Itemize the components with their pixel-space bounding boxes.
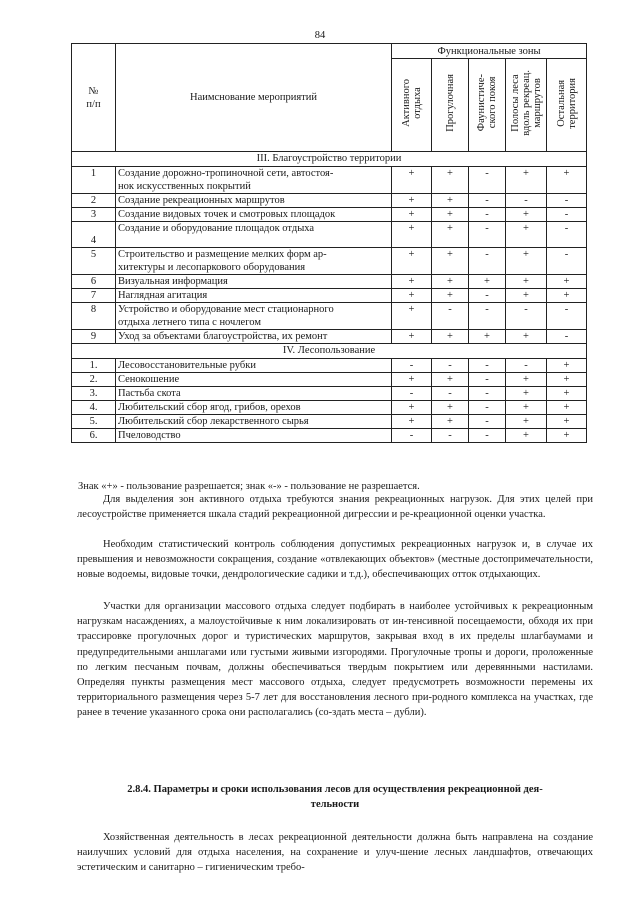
table-row: [72, 194, 587, 208]
zone-mark: -: [469, 303, 506, 330]
zone-mark: +: [392, 208, 432, 222]
paragraph: Участки для организации массового отдыха следует подбирать в наиболее устойчивых к рекреационным нагрузкам насаждениях, а малоустойчивые к ним локализировать от ин-тенсивной посещаемости, обходя их при трассировке прогулочных дорог и туристических маршрутов, закрывая вход в их пределы шлагбаумами и предупредительными аншлагами или густыми живыми изгородями. Прогулочные тропы и дороги, проложенные по легким песчаным почвам, должны обеспечиваться твердым покрытием или деревянными настилами. Определяя пункты размещения мест массового отдыха, следует предусмотреть возможности перемены их территориального размещения через 5-7 лет для восстановления лесного при-родного комплекса на участках, где ранее в течение указанного срока они располагались (со-здать места – дубли).: [77, 601, 593, 719]
header-zone-label: Фаунистиче- ского покоя: [476, 74, 498, 132]
row-number: 6: [72, 275, 116, 289]
zone-mark: +: [392, 248, 432, 275]
zone-mark: -: [469, 387, 506, 401]
header-name: Наимснование мероприятий: [116, 44, 392, 152]
section-row: [72, 344, 587, 359]
zone-mark: -: [392, 429, 432, 443]
zone-mark: +: [547, 415, 587, 429]
row-measure-name: Создание видовых точек и смотровых площадок: [116, 208, 392, 222]
zone-mark: -: [506, 359, 547, 373]
row-measure-name: Визуальная информация: [116, 275, 392, 289]
header-zone-active: [392, 59, 432, 152]
zone-mark: +: [506, 330, 547, 344]
zone-mark: +: [506, 275, 547, 289]
header-num-text: № п/п: [86, 85, 101, 110]
header-zone-route-strips: [506, 59, 547, 152]
zone-mark: +: [506, 167, 547, 194]
zone-mark: +: [392, 373, 432, 387]
zone-mark: +: [506, 401, 547, 415]
row-number: 9: [72, 330, 116, 344]
header-zone-label: Прогулочная: [444, 74, 456, 132]
zone-mark: +: [506, 387, 547, 401]
row-number: 1.: [72, 359, 116, 373]
header-zone-label: Активного отдыха: [400, 79, 423, 127]
row-number: 4: [72, 222, 116, 248]
zone-mark: +: [432, 415, 469, 429]
row-number: 5: [72, 248, 116, 275]
zone-mark: +: [432, 373, 469, 387]
zone-mark: +: [392, 303, 432, 330]
row-number: 2: [72, 194, 116, 208]
table-row: [72, 248, 587, 275]
row-measure-name: Уход за объектами благоустройства, их ремонт: [116, 330, 392, 344]
zone-mark: +: [432, 167, 469, 194]
zone-mark: +: [469, 275, 506, 289]
zone-mark: +: [547, 359, 587, 373]
zone-mark: -: [469, 289, 506, 303]
zone-mark: -: [469, 415, 506, 429]
row-number: 3: [72, 208, 116, 222]
row-number: 4.: [72, 401, 116, 415]
table-row: [72, 387, 587, 401]
zone-mark: -: [469, 222, 506, 248]
paragraph: Необходим статистический контроль соблюдения допустимых рекреационных нагрузок и, в случае их превышения и невозможности сокращения, создание «отвлекающих объектов» (местные достопримечательности, новые водоемы, видовые точки, дендрологические садики и т.д.), обеспечивающих отток отдыхающих.: [77, 539, 593, 581]
table-row: [72, 359, 587, 373]
zone-mark: +: [392, 222, 432, 248]
row-measure-name: Создание и оборудование площадок отдыха: [116, 222, 392, 248]
table-row: [72, 330, 587, 344]
zone-mark: +: [432, 401, 469, 415]
header-zone-fauna-rest: [469, 59, 506, 152]
zone-mark: -: [432, 303, 469, 330]
zone-mark: +: [506, 415, 547, 429]
header-zone-other: [547, 59, 587, 152]
zone-mark: +: [432, 330, 469, 344]
zone-mark: +: [506, 289, 547, 303]
row-measure-name: Пастьба скота: [116, 387, 392, 401]
zone-mark: -: [469, 208, 506, 222]
zone-mark: -: [469, 248, 506, 275]
zone-mark: +: [392, 275, 432, 289]
row-measure-name: Создание рекреационных маршрутов: [116, 194, 392, 208]
header-zone-walking: [432, 59, 469, 152]
table-row: [72, 208, 587, 222]
zone-mark: -: [432, 387, 469, 401]
zone-mark: +: [547, 401, 587, 415]
zone-mark: +: [432, 222, 469, 248]
zone-mark: -: [469, 194, 506, 208]
row-number: 8: [72, 303, 116, 330]
zone-mark: +: [506, 248, 547, 275]
table-row: [72, 303, 587, 330]
zone-mark: -: [432, 429, 469, 443]
zone-mark: +: [432, 208, 469, 222]
table-row: [72, 222, 587, 248]
measures-table: [71, 43, 587, 443]
zone-mark: +: [547, 167, 587, 194]
row-measure-name: Создание дорожно-тропиночной сети, автостоя- нок искусственных покрытий: [116, 167, 392, 194]
zone-mark: +: [432, 194, 469, 208]
table-row: [72, 289, 587, 303]
zone-mark: +: [547, 373, 587, 387]
row-measure-name: Устройство и оборудование мест стационарного отдыха летнего типа с ночлегом: [116, 303, 392, 330]
zone-mark: -: [547, 194, 587, 208]
table-row: [72, 373, 587, 387]
table-row: [72, 429, 587, 443]
paragraph: Хозяйственная деятельность в лесах рекреационной деятельности должна быть направлена на создание наилучших условий для отдыха населения, на сохранение и улуч-шение лесных ландшафтов, отвечающих эстетическим и санитарно – гигиеническим требо-: [77, 832, 593, 874]
zone-mark: +: [432, 248, 469, 275]
zone-mark: +: [506, 222, 547, 248]
table-row: [72, 167, 587, 194]
zone-mark: +: [506, 429, 547, 443]
zone-mark: -: [469, 359, 506, 373]
zone-mark: +: [392, 401, 432, 415]
zone-mark: +: [547, 387, 587, 401]
zone-mark: -: [469, 167, 506, 194]
zone-mark: +: [392, 167, 432, 194]
section-title: III. Благоустройство территории: [72, 152, 587, 167]
page-number: 84: [314, 30, 326, 41]
zone-mark: -: [432, 359, 469, 373]
zone-mark: -: [547, 222, 587, 248]
header-zones-title: Функциональные зоны: [392, 44, 587, 59]
zone-mark: +: [392, 415, 432, 429]
header-num: [72, 44, 116, 152]
zone-mark: -: [469, 429, 506, 443]
row-number: 5.: [72, 415, 116, 429]
zone-mark: -: [469, 401, 506, 415]
zone-mark: +: [392, 194, 432, 208]
zone-mark: +: [547, 289, 587, 303]
zone-mark: +: [506, 208, 547, 222]
zone-mark: -: [392, 359, 432, 373]
row-number: 1: [72, 167, 116, 194]
table-row: [72, 275, 587, 289]
row-number: 3.: [72, 387, 116, 401]
zone-mark: -: [506, 303, 547, 330]
row-measure-name: Любительский сбор ягод, грибов, орехов: [116, 401, 392, 415]
row-measure-name: Любительский сбор лекарственного сырья: [116, 415, 392, 429]
zone-mark: -: [547, 303, 587, 330]
row-measure-name: Лесовосстановительные рубки: [116, 359, 392, 373]
row-measure-name: Сенокошение: [116, 373, 392, 387]
zone-mark: -: [547, 208, 587, 222]
zone-mark: +: [432, 275, 469, 289]
zone-mark: -: [392, 387, 432, 401]
row-measure-name: Наглядная агитация: [116, 289, 392, 303]
table-row: [72, 415, 587, 429]
row-number: 2.: [72, 373, 116, 387]
row-measure-name: Строительство и размещение мелких форм ар- хитектуры и лесопаркового оборудования: [116, 248, 392, 275]
table-body: [72, 152, 587, 443]
header-zone-label: Остальная территория: [555, 77, 578, 129]
zone-mark: -: [469, 373, 506, 387]
zone-mark: +: [547, 275, 587, 289]
zone-mark: +: [392, 289, 432, 303]
zone-mark: +: [392, 330, 432, 344]
zone-mark: +: [506, 373, 547, 387]
row-number: 7: [72, 289, 116, 303]
zone-mark: -: [547, 248, 587, 275]
header-zone-label: Полосы леса вдоль рекреац. маршрутов: [509, 70, 543, 136]
zone-mark: +: [547, 429, 587, 443]
zone-mark: -: [547, 330, 587, 344]
row-number: 6.: [72, 429, 116, 443]
section-title: IV. Лесопользование: [72, 344, 587, 359]
zone-mark: +: [469, 330, 506, 344]
zone-mark: +: [432, 289, 469, 303]
zone-mark: -: [506, 194, 547, 208]
section-row: [72, 152, 587, 167]
table-row: [72, 401, 587, 415]
row-measure-name: Пчеловодство: [116, 429, 392, 443]
table-note: Знак «+» - пользование разрешается; знак «-» - пользование не разрешается.: [78, 481, 420, 492]
paragraph: Для выделения зон активного отдыха требуются знания рекреационных нагрузок. Для этих целей при лесоустройстве применяется шкала стадий рекреационной дигрессии и ре-креационной оценки участка.: [77, 494, 593, 521]
section-heading: 2.8.4. Параметры и сроки использования лесов для осуществления рекреационной дея- тельности: [127, 784, 543, 810]
